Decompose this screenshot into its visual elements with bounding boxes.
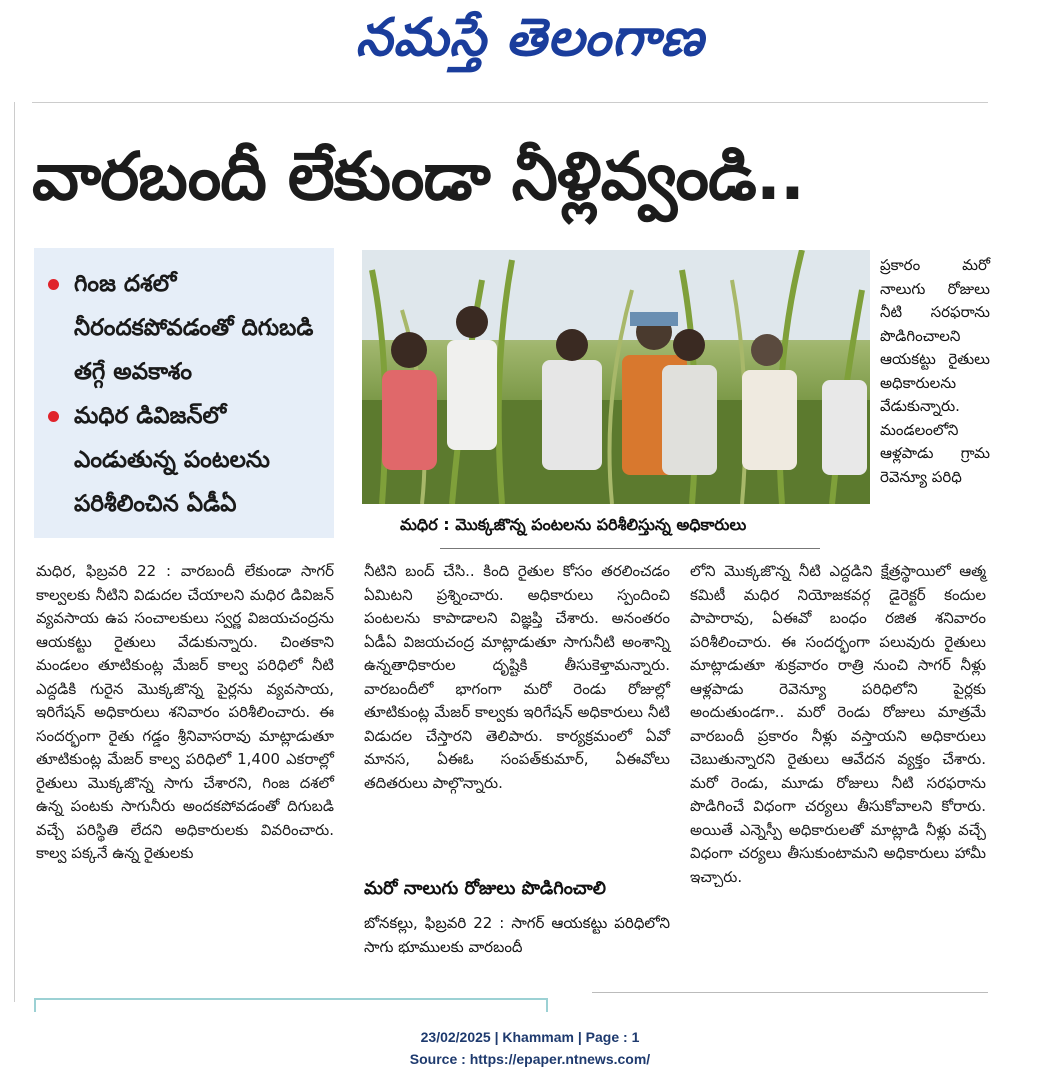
highlight-text: మధిర డివిజన్‌లో ఎండుతున్న పంటలను పరిశీలించిన ఏడీఏ xyxy=(74,403,271,517)
bullet-icon xyxy=(48,411,59,422)
article-text-strip: ప్రకారం మరో నాలుగు రోజులు నీటి సరఫరాను పొడిగించాలని ఆయకట్టు రైతులు అధికారులను వేడుకున్నారు. మండలంలోని ఆళ్లపాడు గ్రామ రెవెన్యూ పరిధి xyxy=(880,256,990,486)
article-column-1 xyxy=(36,560,334,866)
highlights-box xyxy=(34,248,334,538)
article-paragraph: మధిర, ఫిబ్రవరి 22 : వారబందీ లేకుండా సాగర్ కాల్వలకు నీటిని విడుదల చేయాలని మధిర డివిజన్ వ్యవసాయ ఉప సంచాలకులు స్వర్ణ విజయచంద్రను ఆయకట్టు రైతులు వేడుకున్నారు. చింతకాని మండలం తూటికుంట్ల మేజర్ కాల్వ పరిధిలో నీటి ఎద్దడికి గురైన మొక్కజొన్న పైర్లను వ్యవసాయ, ఇరిగేషన్ అధికారులు శనివారం పరిశీలించారు. ఈ సందర్భంగా రైతు గడ్డం శ్రీనివాసరావు మాట్లాడుతూ తూటికుంట్ల మేజర్ కాల్వ పరిధిలో 1,400 ఎకరాల్లో రైతులు మొక్కజొన్న సాగు చేశారని, గింజ దశలో ఉన్న పంటకు సాగునీరు అందకపోవడంతో దిగుబడి వచ్చే పరిస్థితి లేదని అధికారులకు వివరించారు. కాల్వ పక్కనే ఉన్న రైతులకు xyxy=(36,562,334,862)
highlight-item xyxy=(48,394,324,526)
article-column-2 xyxy=(364,560,670,795)
article-column-3 xyxy=(690,560,986,889)
bottom-frame-right xyxy=(546,998,548,1012)
footer-date-page: 23/02/2025 | Khammam | Page : 1 xyxy=(420,1029,640,1045)
sub-article-text: బోనకల్లు, ఫిబ్రవరి 22 : సాగర్ ఆయకట్టు పరిధిలోని సాగు భూములకు వారబందీ xyxy=(364,914,670,956)
highlight-text: గింజ దశలో నీరందకపోవడంతో దిగుబడి తగ్గే అవకాశం xyxy=(74,271,314,385)
headline: వారబందీ లేకుండా నీళ్లివ్వండి.. xyxy=(32,138,804,215)
caption-divider xyxy=(440,548,820,549)
article-paragraph: నీటిని బంద్ చేసి.. కింది రైతుల కోసం తరలించడం ఏమిటని ప్రశ్నించారు. అధికారులు స్పందించి పంటలను కాపాడాలని విజ్ఞప్తి చేశారు. అనంతరం ఏడీఏ విజయచంద్ర మాట్లాడుతూ సాగునీటి అంశాన్ని ఉన్నతాధికారుల దృష్టికి తీసుకెళ్తామన్నారు. వారబందీలో భాగంగా మరో రెండు రోజుల్లో తూటికుంట్ల మేజర్ కాల్వకు ఇరిగేషన్ అధికారులు నీటి విడుదల చేస్తారని తెలిపారు. కార్యక్రమంలో ఏవో మానస, ఏఈఓ సంపత్‌కుమార్, ఏఈవోలు తదితరులు పాల్గొన్నారు. xyxy=(364,562,670,792)
bottom-divider-left xyxy=(34,998,546,1000)
article-paragraph: లోని మొక్కజొన్న నీటి ఎద్దడిని క్షేత్రస్థాయిలో ఆత్మ కమిటీ మధిర నియోజకవర్గ డైరెక్టర్ కందుల పాపారావు, ఏఈవో బంధం రజిత శనివారం పరిశీలించారు. ఈ సందర్భంగా పలువురు రైతులు మాట్లాడుతూ శుక్రవారం రాత్రి నుంచి సాగర్ నీళ్లు ఆళ్లపాడు రెవెన్యూ పరిధిలోని పైర్లకు అందుతుండగా.. మరో రెండు రోజులు మాత్రమే వారబందీ ప్రకారం నీళ్లు వస్తాయని అధికారులు చెబుతున్నారని రైతులు ఆవేదన వ్యక్తం చేశారు. మరో రెండు, మూడు రోజులు నీటి సరఫరాను పొడిగించే విధంగా చర్యలు తీసుకోవాలని కోరారు. అయితే ఎన్నెస్పీ అధికారులతో మాట్లాడి నీళ్లు వచ్చే విధంగా చర్యలు తీసుకుంటామని అధికారులు హామీ ఇచ్చారు. xyxy=(690,562,986,886)
left-margin-line xyxy=(14,102,15,1002)
photo-caption: మధిర : మొక్కజొన్న పంటలను పరిశీలిస్తున్న అధికారులు xyxy=(400,515,747,534)
highlight-item xyxy=(48,262,324,394)
footer xyxy=(0,1026,1060,1070)
sub-article-heading: మరో నాలుగు రోజులు పొడిగించాలి xyxy=(364,878,606,899)
photo-illustration xyxy=(362,250,870,504)
top-divider xyxy=(32,102,988,103)
masthead-logo: నమస్తే తెలంగాణ xyxy=(355,8,705,68)
bottom-divider-right xyxy=(592,992,988,993)
article-photo xyxy=(362,250,870,504)
bottom-frame-left xyxy=(34,998,36,1012)
footer-source: Source : https://epaper.ntnews.com/ xyxy=(409,1051,651,1067)
bullet-icon xyxy=(48,279,59,290)
